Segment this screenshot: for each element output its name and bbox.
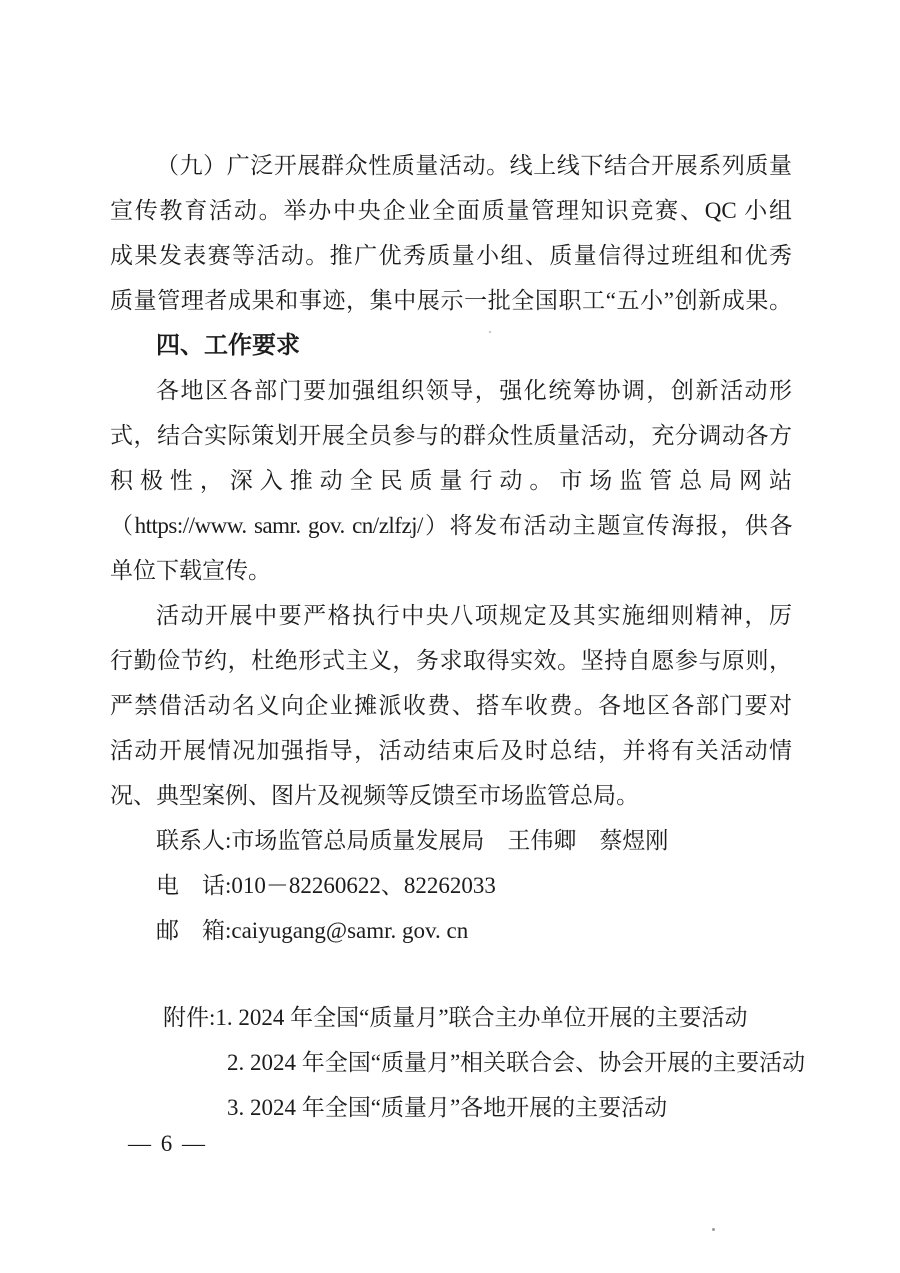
paragraph-item-nine bbox=[110, 143, 792, 323]
scan-speck bbox=[712, 1228, 715, 1231]
contact-info bbox=[110, 818, 792, 953]
text-line: 况、典型案例、图片及视频等反馈至市场监管总局。 bbox=[110, 783, 639, 808]
text-line: 积极性，深入推动全民质量行动。市场监管总局网站 bbox=[110, 468, 792, 493]
text-line: 各地区各部门要加强组织领导，强化统筹协调，创新活动形 bbox=[156, 378, 792, 403]
text-line: 活动开展中要严格执行中央八项规定及其实施细则精神，厉 bbox=[156, 603, 792, 628]
website-url-line: （https://www. samr. gov. cn/zlfzj/）将发布活动主题宣传海报，供各 bbox=[110, 513, 792, 538]
attachment-item-3: 3. 2024 年全国“质量月”各地开展的主要活动 bbox=[227, 1095, 668, 1120]
text-line: 宣传教育活动。举办中央企业全面质量管理知识竞赛、QC 小组 bbox=[110, 198, 792, 223]
section-heading-four bbox=[110, 323, 792, 368]
text-line: 严禁借活动名义向企业摊派收费、搭车收费。各地区各部门要对 bbox=[110, 693, 792, 718]
page-number: — 6 — bbox=[128, 1131, 207, 1156]
text-line: 单位下载宣传。 bbox=[110, 558, 271, 583]
paragraph-requirements-2 bbox=[110, 593, 792, 818]
text-line: 质量管理者成果和事迹，集中展示一批全国职工“五小”创新成果。 bbox=[110, 288, 792, 313]
text-line: 活动开展情况加强指导，活动结束后及时总结，并将有关活动情 bbox=[110, 738, 792, 763]
attachment-item-2: 2. 2024 年全国“质量月”相关联合会、协会开展的主要活动 bbox=[227, 1050, 806, 1075]
attachment-item-1: 附件:1. 2024 年全国“质量月”联合主办单位开展的主要活动 bbox=[163, 1005, 748, 1030]
text-line: 式，结合实际策划开展全员参与的群众性质量活动，充分调动各方 bbox=[110, 423, 792, 448]
contact-phone-line: 电 话:010－82260622、82262033 bbox=[156, 873, 496, 898]
text-line: 成果发表赛等活动。推广优秀质量小组、质量信得过班组和优秀 bbox=[110, 243, 792, 268]
section-heading-text: 四、工作要求 bbox=[156, 332, 300, 359]
contact-person-line: 联系人:市场监管总局质量发展局 王伟卿 蔡煜刚 bbox=[156, 828, 669, 853]
paragraph-requirements-1 bbox=[110, 368, 792, 593]
document-blocks bbox=[110, 143, 806, 1130]
contact-email-line: 邮 箱:caiyugang@samr. gov. cn bbox=[156, 918, 469, 943]
scan-speck bbox=[489, 331, 491, 333]
text-line: （九）广泛开展群众性质量活动。线上线下结合开展系列质量 bbox=[156, 153, 792, 178]
attachment-list bbox=[110, 995, 806, 1130]
text-line: 行勤俭节约，杜绝形式主义，务求取得实效。坚持自愿参与原则， bbox=[110, 648, 792, 673]
